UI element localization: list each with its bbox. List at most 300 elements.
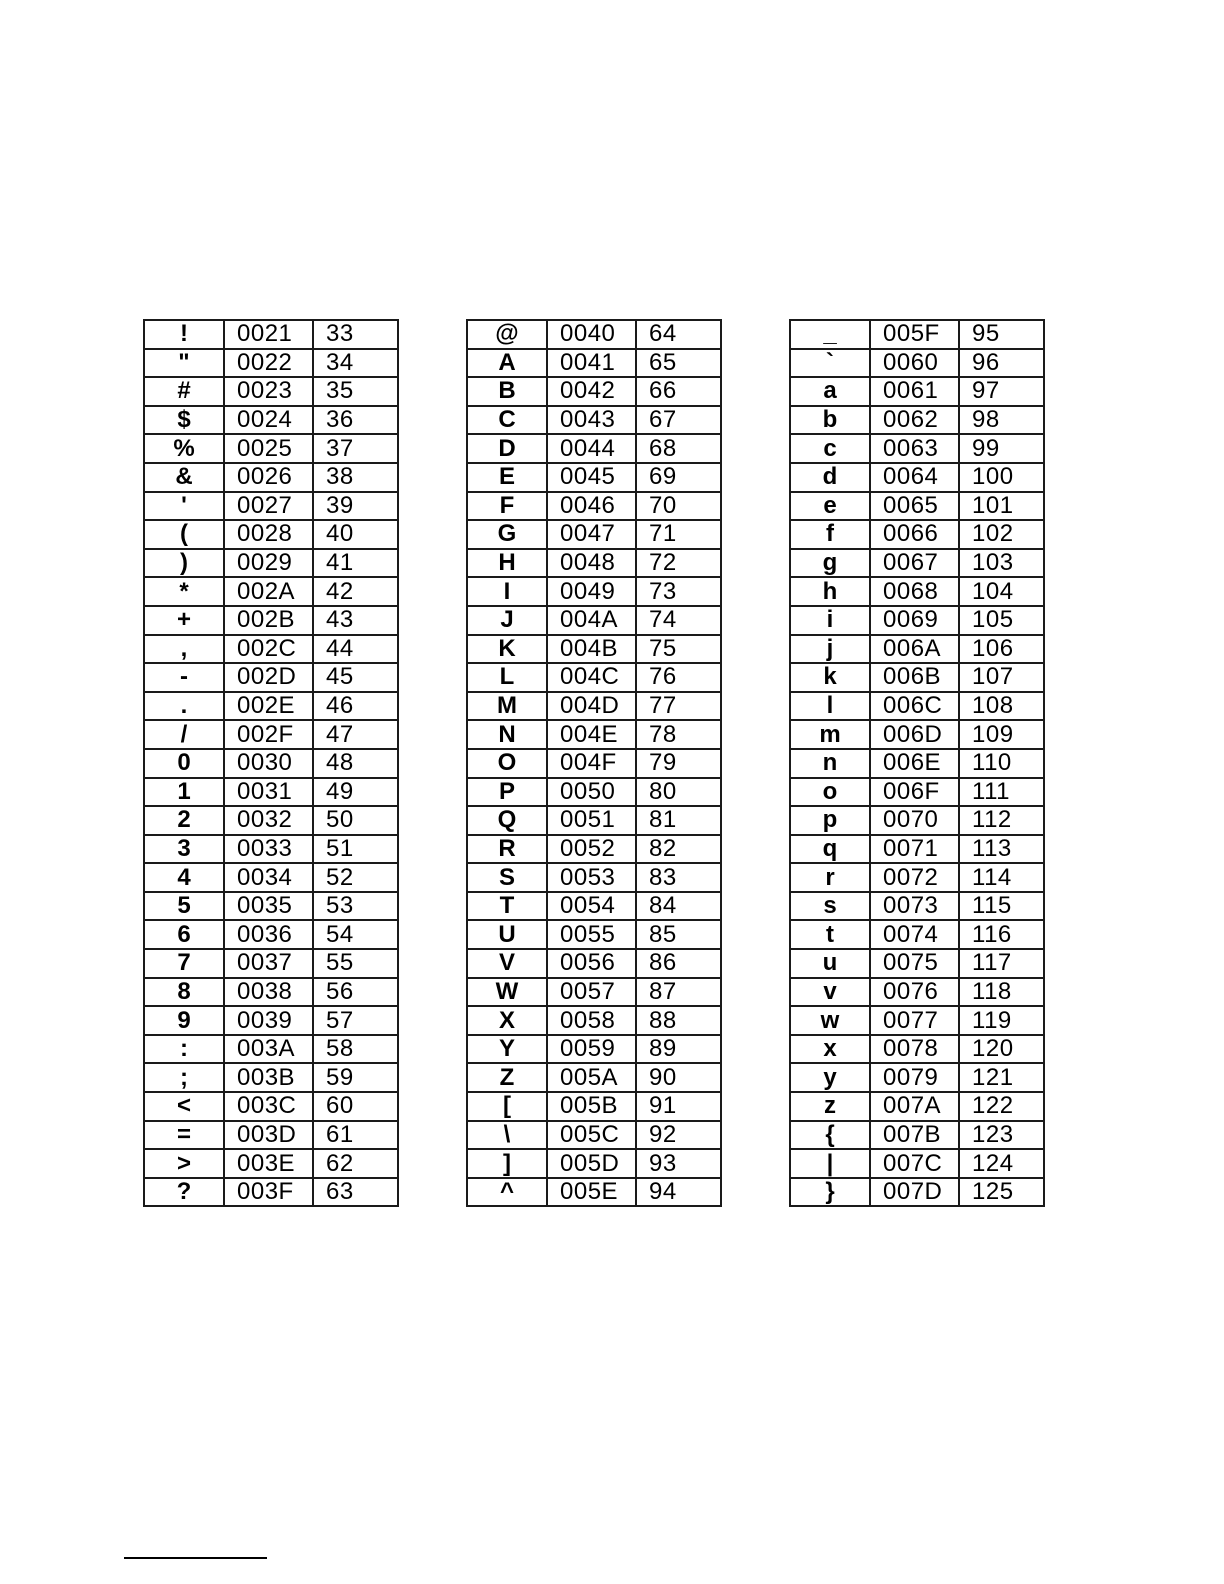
hex-code-cell: 0079 — [870, 1063, 959, 1092]
table-row — [467, 434, 721, 463]
decimal-code-cell: 89 — [636, 1035, 721, 1064]
table-row — [467, 1178, 721, 1207]
hex-code-cell: 002A — [224, 577, 313, 606]
decimal-code-cell: 37 — [313, 434, 398, 463]
hex-code-cell: 0056 — [547, 949, 636, 978]
table-row — [790, 492, 1044, 521]
character-cell: = — [144, 1121, 224, 1150]
hex-code-cell: 0029 — [224, 549, 313, 578]
character-cell: ] — [467, 1149, 547, 1178]
table-row — [790, 549, 1044, 578]
hex-code-cell: 005E — [547, 1178, 636, 1207]
decimal-code-cell: 117 — [959, 949, 1044, 978]
decimal-code-cell: 87 — [636, 978, 721, 1007]
decimal-code-cell: 82 — [636, 835, 721, 864]
hex-code-cell: 0041 — [547, 349, 636, 378]
character-cell: Z — [467, 1063, 547, 1092]
hex-code-cell: 0078 — [870, 1035, 959, 1064]
decimal-code-cell: 122 — [959, 1092, 1044, 1121]
table-row — [467, 949, 721, 978]
decimal-code-cell: 80 — [636, 778, 721, 807]
table-row — [790, 577, 1044, 606]
character-cell: t — [790, 920, 870, 949]
table-row — [144, 778, 398, 807]
character-cell: } — [790, 1178, 870, 1207]
table-row — [467, 1121, 721, 1150]
hex-code-cell: 0032 — [224, 806, 313, 835]
hex-code-cell: 0027 — [224, 492, 313, 521]
character-cell: $ — [144, 406, 224, 435]
character-cell: f — [790, 520, 870, 549]
table-row — [467, 1006, 721, 1035]
table-row — [144, 349, 398, 378]
hex-code-cell: 006B — [870, 663, 959, 692]
character-cell: i — [790, 606, 870, 635]
character-cell: T — [467, 892, 547, 921]
character-cell: 0 — [144, 749, 224, 778]
hex-code-cell: 002C — [224, 635, 313, 664]
decimal-code-cell: 62 — [313, 1149, 398, 1178]
decimal-code-cell: 102 — [959, 520, 1044, 549]
hex-code-cell: 0030 — [224, 749, 313, 778]
character-cell: D — [467, 434, 547, 463]
character-cell: V — [467, 949, 547, 978]
hex-code-cell: 0071 — [870, 835, 959, 864]
decimal-code-cell: 93 — [636, 1149, 721, 1178]
character-cell: S — [467, 863, 547, 892]
hex-code-cell: 0034 — [224, 863, 313, 892]
table-row — [144, 434, 398, 463]
character-cell: y — [790, 1063, 870, 1092]
table-row — [790, 520, 1044, 549]
decimal-code-cell: 35 — [313, 377, 398, 406]
hex-code-cell: 0073 — [870, 892, 959, 921]
decimal-code-cell: 116 — [959, 920, 1044, 949]
hex-code-cell: 0033 — [224, 835, 313, 864]
table-row — [144, 492, 398, 521]
decimal-code-cell: 81 — [636, 806, 721, 835]
hex-code-cell: 0067 — [870, 549, 959, 578]
character-cell: ( — [144, 520, 224, 549]
hex-code-cell: 0044 — [547, 434, 636, 463]
table-row — [144, 377, 398, 406]
character-cell: 1 — [144, 778, 224, 807]
decimal-code-cell: 44 — [313, 635, 398, 664]
decimal-code-cell: 33 — [313, 320, 398, 349]
decimal-code-cell: 71 — [636, 520, 721, 549]
character-cell: F — [467, 492, 547, 521]
decimal-code-cell: 45 — [313, 663, 398, 692]
table-row — [790, 1092, 1044, 1121]
hex-code-cell: 0021 — [224, 320, 313, 349]
table-row — [790, 892, 1044, 921]
table-row — [467, 577, 721, 606]
table-row — [790, 463, 1044, 492]
table-row — [144, 1121, 398, 1150]
table-row — [467, 463, 721, 492]
decimal-code-cell: 111 — [959, 778, 1044, 807]
table-row — [467, 692, 721, 721]
decimal-code-cell: 88 — [636, 1006, 721, 1035]
hex-code-cell: 0075 — [870, 949, 959, 978]
character-cell: ^ — [467, 1178, 547, 1207]
decimal-code-cell: 90 — [636, 1063, 721, 1092]
hex-code-cell: 005A — [547, 1063, 636, 1092]
table-row — [790, 1006, 1044, 1035]
character-cell: m — [790, 720, 870, 749]
decimal-code-cell: 63 — [313, 1178, 398, 1207]
decimal-code-cell: 76 — [636, 663, 721, 692]
table-row — [790, 606, 1044, 635]
character-cell: _ — [790, 320, 870, 349]
table-row — [790, 692, 1044, 721]
hex-code-cell: 0055 — [547, 920, 636, 949]
hex-code-cell: 002B — [224, 606, 313, 635]
decimal-code-cell: 121 — [959, 1063, 1044, 1092]
table-row — [467, 635, 721, 664]
decimal-code-cell: 57 — [313, 1006, 398, 1035]
decimal-code-cell: 73 — [636, 577, 721, 606]
table-row — [790, 377, 1044, 406]
character-cell: U — [467, 920, 547, 949]
table-row — [467, 920, 721, 949]
character-cell: s — [790, 892, 870, 921]
decimal-code-cell: 103 — [959, 549, 1044, 578]
decimal-code-cell: 65 — [636, 349, 721, 378]
hex-code-cell: 0031 — [224, 778, 313, 807]
table-row — [790, 720, 1044, 749]
table-row — [467, 492, 721, 521]
table-row — [790, 949, 1044, 978]
character-cell: , — [144, 635, 224, 664]
table-row — [467, 663, 721, 692]
character-cell: Y — [467, 1035, 547, 1064]
table-row — [467, 1092, 721, 1121]
character-cell: L — [467, 663, 547, 692]
decimal-code-cell: 83 — [636, 863, 721, 892]
character-cell: @ — [467, 320, 547, 349]
character-table-1 — [143, 319, 399, 1207]
hex-code-cell: 005B — [547, 1092, 636, 1121]
character-cell: c — [790, 434, 870, 463]
decimal-code-cell: 49 — [313, 778, 398, 807]
hex-code-cell: 0060 — [870, 349, 959, 378]
character-cell: [ — [467, 1092, 547, 1121]
table-row — [144, 863, 398, 892]
decimal-code-cell: 78 — [636, 720, 721, 749]
table-row — [144, 1178, 398, 1207]
table-row — [467, 349, 721, 378]
hex-code-cell: 003D — [224, 1121, 313, 1150]
hex-code-cell: 004C — [547, 663, 636, 692]
character-cell: h — [790, 577, 870, 606]
character-cell: J — [467, 606, 547, 635]
decimal-code-cell: 60 — [313, 1092, 398, 1121]
hex-code-cell: 007C — [870, 1149, 959, 1178]
decimal-code-cell: 96 — [959, 349, 1044, 378]
decimal-code-cell: 74 — [636, 606, 721, 635]
character-cell: K — [467, 635, 547, 664]
table-row — [144, 1092, 398, 1121]
decimal-code-cell: 114 — [959, 863, 1044, 892]
character-cell: d — [790, 463, 870, 492]
character-cell: . — [144, 692, 224, 721]
character-cell: 3 — [144, 835, 224, 864]
hex-code-cell: 003E — [224, 1149, 313, 1178]
table-row — [467, 377, 721, 406]
hex-code-cell: 0046 — [547, 492, 636, 521]
character-cell: o — [790, 778, 870, 807]
table-row — [467, 1149, 721, 1178]
table-row — [467, 778, 721, 807]
table-row — [144, 663, 398, 692]
hex-code-cell: 0022 — [224, 349, 313, 378]
table-row — [790, 1035, 1044, 1064]
hex-code-cell: 0024 — [224, 406, 313, 435]
table-row — [144, 1149, 398, 1178]
character-cell: q — [790, 835, 870, 864]
character-cell: # — [144, 377, 224, 406]
table-row — [790, 663, 1044, 692]
character-cell: a — [790, 377, 870, 406]
hex-code-cell: 0026 — [224, 463, 313, 492]
character-cell: Q — [467, 806, 547, 835]
table-row — [144, 692, 398, 721]
hex-code-cell: 0039 — [224, 1006, 313, 1035]
decimal-code-cell: 56 — [313, 978, 398, 1007]
character-cell: + — [144, 606, 224, 635]
character-cell: r — [790, 863, 870, 892]
table-row — [790, 835, 1044, 864]
table-row — [790, 1121, 1044, 1150]
decimal-code-cell: 85 — [636, 920, 721, 949]
decimal-code-cell: 97 — [959, 377, 1044, 406]
hex-code-cell: 007A — [870, 1092, 959, 1121]
hex-code-cell: 004D — [547, 692, 636, 721]
character-table-3 — [789, 319, 1045, 1207]
hex-code-cell: 0047 — [547, 520, 636, 549]
character-cell: b — [790, 406, 870, 435]
table-row — [790, 749, 1044, 778]
table-row — [144, 978, 398, 1007]
table-row — [790, 1178, 1044, 1207]
character-cell: 8 — [144, 978, 224, 1007]
character-cell: 5 — [144, 892, 224, 921]
decimal-code-cell: 113 — [959, 835, 1044, 864]
table-row — [467, 320, 721, 349]
character-cell: | — [790, 1149, 870, 1178]
hex-code-cell: 0072 — [870, 863, 959, 892]
table-row — [790, 806, 1044, 835]
decimal-code-cell: 39 — [313, 492, 398, 521]
table-row — [467, 835, 721, 864]
character-cell: W — [467, 978, 547, 1007]
hex-code-cell: 0037 — [224, 949, 313, 978]
hex-code-cell: 0040 — [547, 320, 636, 349]
character-cell: \ — [467, 1121, 547, 1150]
decimal-code-cell: 107 — [959, 663, 1044, 692]
character-cell: l — [790, 692, 870, 721]
character-table-2 — [466, 319, 722, 1207]
hex-code-cell: 006C — [870, 692, 959, 721]
hex-code-cell: 003B — [224, 1063, 313, 1092]
table-row — [144, 835, 398, 864]
decimal-code-cell: 99 — [959, 434, 1044, 463]
hex-code-cell: 0068 — [870, 577, 959, 606]
table-row — [467, 520, 721, 549]
hex-code-cell: 0023 — [224, 377, 313, 406]
table-row — [790, 635, 1044, 664]
hex-code-cell: 005F — [870, 320, 959, 349]
decimal-code-cell: 84 — [636, 892, 721, 921]
character-cell: 4 — [144, 863, 224, 892]
decimal-code-cell: 41 — [313, 549, 398, 578]
hex-code-cell: 007D — [870, 1178, 959, 1207]
table-row — [144, 635, 398, 664]
decimal-code-cell: 36 — [313, 406, 398, 435]
hex-code-cell: 007B — [870, 1121, 959, 1150]
table-row — [467, 1035, 721, 1064]
decimal-code-cell: 47 — [313, 720, 398, 749]
decimal-code-cell: 86 — [636, 949, 721, 978]
character-cell: < — [144, 1092, 224, 1121]
table-row — [790, 1149, 1044, 1178]
decimal-code-cell: 100 — [959, 463, 1044, 492]
table-row — [790, 434, 1044, 463]
hex-code-cell: 006F — [870, 778, 959, 807]
hex-code-cell: 0028 — [224, 520, 313, 549]
decimal-code-cell: 79 — [636, 749, 721, 778]
hex-code-cell: 0074 — [870, 920, 959, 949]
decimal-code-cell: 54 — [313, 920, 398, 949]
decimal-code-cell: 125 — [959, 1178, 1044, 1207]
character-cell: N — [467, 720, 547, 749]
character-cell: R — [467, 835, 547, 864]
hex-code-cell: 0059 — [547, 1035, 636, 1064]
hex-code-cell: 0049 — [547, 577, 636, 606]
table-row — [467, 606, 721, 635]
decimal-code-cell: 34 — [313, 349, 398, 378]
table-row — [467, 806, 721, 835]
decimal-code-cell: 110 — [959, 749, 1044, 778]
character-cell: p — [790, 806, 870, 835]
hex-code-cell: 0057 — [547, 978, 636, 1007]
decimal-code-cell: 95 — [959, 320, 1044, 349]
hex-code-cell: 004B — [547, 635, 636, 664]
decimal-code-cell: 77 — [636, 692, 721, 721]
table-row — [144, 1063, 398, 1092]
hex-code-cell: 0036 — [224, 920, 313, 949]
table-row — [467, 406, 721, 435]
character-cell: * — [144, 577, 224, 606]
table-row — [790, 349, 1044, 378]
table-row — [144, 1035, 398, 1064]
character-cell: 7 — [144, 949, 224, 978]
character-cell: z — [790, 1092, 870, 1121]
decimal-code-cell: 109 — [959, 720, 1044, 749]
character-cell: B — [467, 377, 547, 406]
hex-code-cell: 0076 — [870, 978, 959, 1007]
table-row — [144, 806, 398, 835]
decimal-code-cell: 106 — [959, 635, 1044, 664]
character-cell: > — [144, 1149, 224, 1178]
footnote-separator — [124, 1557, 267, 1559]
decimal-code-cell: 43 — [313, 606, 398, 635]
decimal-code-cell: 68 — [636, 434, 721, 463]
table-row — [144, 949, 398, 978]
character-cell: { — [790, 1121, 870, 1150]
table-row — [790, 920, 1044, 949]
table-row — [144, 320, 398, 349]
decimal-code-cell: 61 — [313, 1121, 398, 1150]
table-row — [144, 577, 398, 606]
decimal-code-cell: 48 — [313, 749, 398, 778]
decimal-code-cell: 75 — [636, 635, 721, 664]
character-cell: & — [144, 463, 224, 492]
decimal-code-cell: 40 — [313, 520, 398, 549]
character-cell: x — [790, 1035, 870, 1064]
table-row — [467, 549, 721, 578]
character-cell: ` — [790, 349, 870, 378]
decimal-code-cell: 94 — [636, 1178, 721, 1207]
character-cell: ? — [144, 1178, 224, 1207]
hex-code-cell: 0043 — [547, 406, 636, 435]
hex-code-cell: 0045 — [547, 463, 636, 492]
hex-code-cell: 004E — [547, 720, 636, 749]
character-cell: C — [467, 406, 547, 435]
character-cell: ' — [144, 492, 224, 521]
character-cell: 6 — [144, 920, 224, 949]
character-cell: : — [144, 1035, 224, 1064]
hex-code-cell: 0048 — [547, 549, 636, 578]
character-cell: ) — [144, 549, 224, 578]
table-row — [467, 720, 721, 749]
hex-code-cell: 005C — [547, 1121, 636, 1150]
hex-code-cell: 004F — [547, 749, 636, 778]
character-cell: ; — [144, 1063, 224, 1092]
table-row — [467, 892, 721, 921]
table-row — [144, 892, 398, 921]
character-cell: A — [467, 349, 547, 378]
table-row — [144, 549, 398, 578]
character-cell: H — [467, 549, 547, 578]
character-table-body — [467, 320, 721, 1206]
hex-code-cell: 0062 — [870, 406, 959, 435]
character-cell: w — [790, 1006, 870, 1035]
table-row — [144, 1006, 398, 1035]
table-row — [467, 863, 721, 892]
character-cell: u — [790, 949, 870, 978]
decimal-code-cell: 70 — [636, 492, 721, 521]
hex-code-cell: 003C — [224, 1092, 313, 1121]
character-cell: e — [790, 492, 870, 521]
character-cell: " — [144, 349, 224, 378]
decimal-code-cell: 67 — [636, 406, 721, 435]
hex-code-cell: 0064 — [870, 463, 959, 492]
decimal-code-cell: 50 — [313, 806, 398, 835]
decimal-code-cell: 46 — [313, 692, 398, 721]
decimal-code-cell: 101 — [959, 492, 1044, 521]
hex-code-cell: 0051 — [547, 806, 636, 835]
character-cell: M — [467, 692, 547, 721]
decimal-code-cell: 59 — [313, 1063, 398, 1092]
character-cell: O — [467, 749, 547, 778]
hex-code-cell: 0069 — [870, 606, 959, 635]
character-cell: 2 — [144, 806, 224, 835]
character-cell: ! — [144, 320, 224, 349]
decimal-code-cell: 42 — [313, 577, 398, 606]
table-row — [144, 606, 398, 635]
